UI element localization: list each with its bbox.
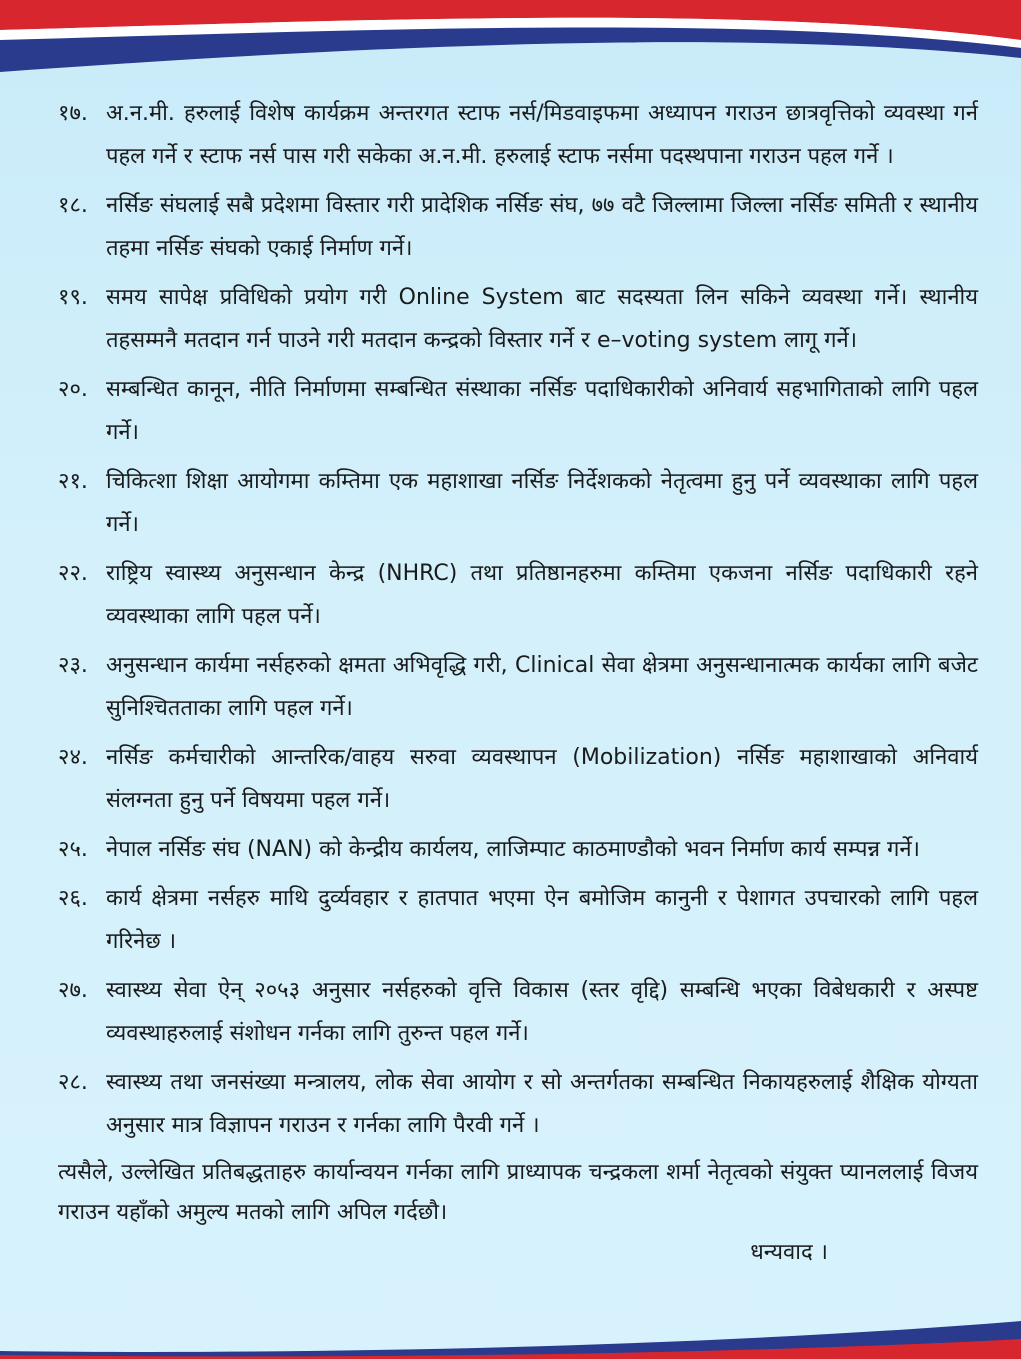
list-item: [58, 184, 978, 270]
bottom-decorative-band: [0, 1309, 1021, 1359]
thanks-text: धन्यवाद ।: [750, 1240, 828, 1265]
item-text: नर्सिङ कर्मचारीको आन्तरिक/वाहय सरुवा व्यवस्थापन (Mobilization) नर्सिङ महाशाखाको अनिवार्य संलग्नता हुनु पर्ने विषयमा पहल गर्ने।: [106, 745, 978, 813]
list-item: [58, 92, 978, 178]
item-text: सम्बन्धित कानून, नीति निर्माणमा सम्बन्धित संस्थाका नर्सिङ पदाधिकारीको अनिवार्य सहभागिताको लागि पहल गर्ने।: [106, 377, 978, 445]
item-text: समय सापेक्ष प्रविधिको प्रयोग गरी Online System बाट सदस्यता लिन सकिने व्यवस्था गर्ने। स्थानीय तहसम्मनै मतदान गर्न पाउने गरी मतदान कन्द्रको विस्तार गर्ने र e–voting system लागू गर्ने।: [106, 285, 978, 353]
list-item: [58, 1061, 978, 1147]
item-number: १८.: [58, 193, 88, 218]
item-number: २५.: [58, 837, 88, 862]
list-item: [58, 644, 978, 730]
item-text: नर्सिङ संघलाई सबै प्रदेशमा विस्तार गरी प्रादेशिक नर्सिङ संघ, ७७ वटै जिल्लामा जिल्ला नर्सिङ समिती र स्थानीय तहमा नर्सिङ संघको एकाई निर्माण गर्ने।: [106, 193, 978, 261]
top-decorative-band: [0, 0, 1021, 80]
item-text: स्वास्थ्य सेवा ऐन् २०५३ अनुसार नर्सहरुको वृत्ति विकास (स्तर वृद्दि) सम्बन्धि भएका विबेधकारी र अस्पष्ट व्यवस्थाहरुलाई संशोधन गर्नका लागि तुरुन्त पहल गर्ने।: [106, 978, 978, 1046]
item-text: अनुसन्धान कार्यमा नर्सहरुको क्षमता अभिवृद्धि गरी, Clinical सेवा क्षेत्रमा अनुसन्धानात्मक कार्यका लागि बजेट सुनिश्चितताका लागि पहल गर्ने।: [106, 653, 978, 721]
item-text: अ.न.मी. हरुलाई विशेष कार्यक्रम अन्तरगत स्टाफ नर्स/मिडवाइफमा अध्यापन गराउन छात्रवृत्तिको व्यवस्था गर्न पहल गर्ने र स्टाफ नर्स पास गरी सकेका अ.न.मी. हरुलाई स्टाफ नर्समा पदस्थपाना गराउन पहल गर्ने ।: [106, 101, 978, 169]
list-item: [58, 828, 978, 871]
item-text: राष्ट्रिय स्वास्थ्य अनुसन्धान केन्द्र (NHRC) तथा प्रतिष्ठानहरुमा कम्तिमा एकजना नर्सिङ पदाधिकारी रहने व्यवस्थाका लागि पहल पर्ने।: [106, 561, 978, 629]
item-number: २४.: [58, 745, 88, 770]
list-item: [58, 276, 978, 362]
item-number: २२.: [58, 561, 88, 586]
item-number: २१.: [58, 469, 88, 494]
list-item: [58, 736, 978, 822]
pledge-list: [58, 92, 978, 1273]
list-item: [58, 552, 978, 638]
item-number: २०.: [58, 377, 88, 402]
list-item: [58, 877, 978, 963]
closing-paragraph: त्यसैले, उल्लेखित प्रतिबद्धताहरु कार्यान्वयन गर्नका लागि प्राध्यापक चन्द्रकला शर्मा नेतृत्वको संयुक्त प्यानललाई विजय गराउन यहाँको अमुल्य मतको लागि अपिल गर्दछौ।: [58, 1160, 978, 1225]
item-number: २६.: [58, 886, 88, 911]
item-text: चिकित्शा शिक्षा आयोगमा कम्तिमा एक महाशाखा नर्सिङ निर्देशकको नेतृत्वमा हुनु पर्ने व्यवस्थाका लागि पहल गर्ने।: [106, 469, 978, 537]
item-text: नेपाल नर्सिङ संघ (NAN) को केन्द्रीय कार्यलय, लाजिम्पाट काठमाण्डौको भवन निर्माण कार्य सम्पन्न गर्ने।: [106, 837, 920, 862]
item-text: कार्य क्षेत्रमा नर्सहरु माथि दुर्व्यवहार र हातपात भएमा ऐन बमोजिम कानुनी र पेशागत उपचारको लागि पहल गरिनेछ ।: [106, 886, 978, 954]
item-number: १७.: [58, 101, 88, 126]
item-number: २३.: [58, 653, 88, 678]
item-number: २८.: [58, 1070, 88, 1095]
list-item: [58, 460, 978, 546]
item-number: २७.: [58, 978, 88, 1003]
item-number: १९.: [58, 285, 88, 310]
list-item: [58, 969, 978, 1055]
list-item: [58, 368, 978, 454]
item-text: स्वास्थ्य तथा जनसंख्या मन्त्रालय, लोक सेवा आयोग र सो अन्तर्गतका सम्बन्धित निकायहरुलाई शैक्षिक योग्यता अनुसार मात्र विज्ञापन गराउन र गर्नका लागि पैरवी गर्ने ।: [106, 1070, 978, 1138]
